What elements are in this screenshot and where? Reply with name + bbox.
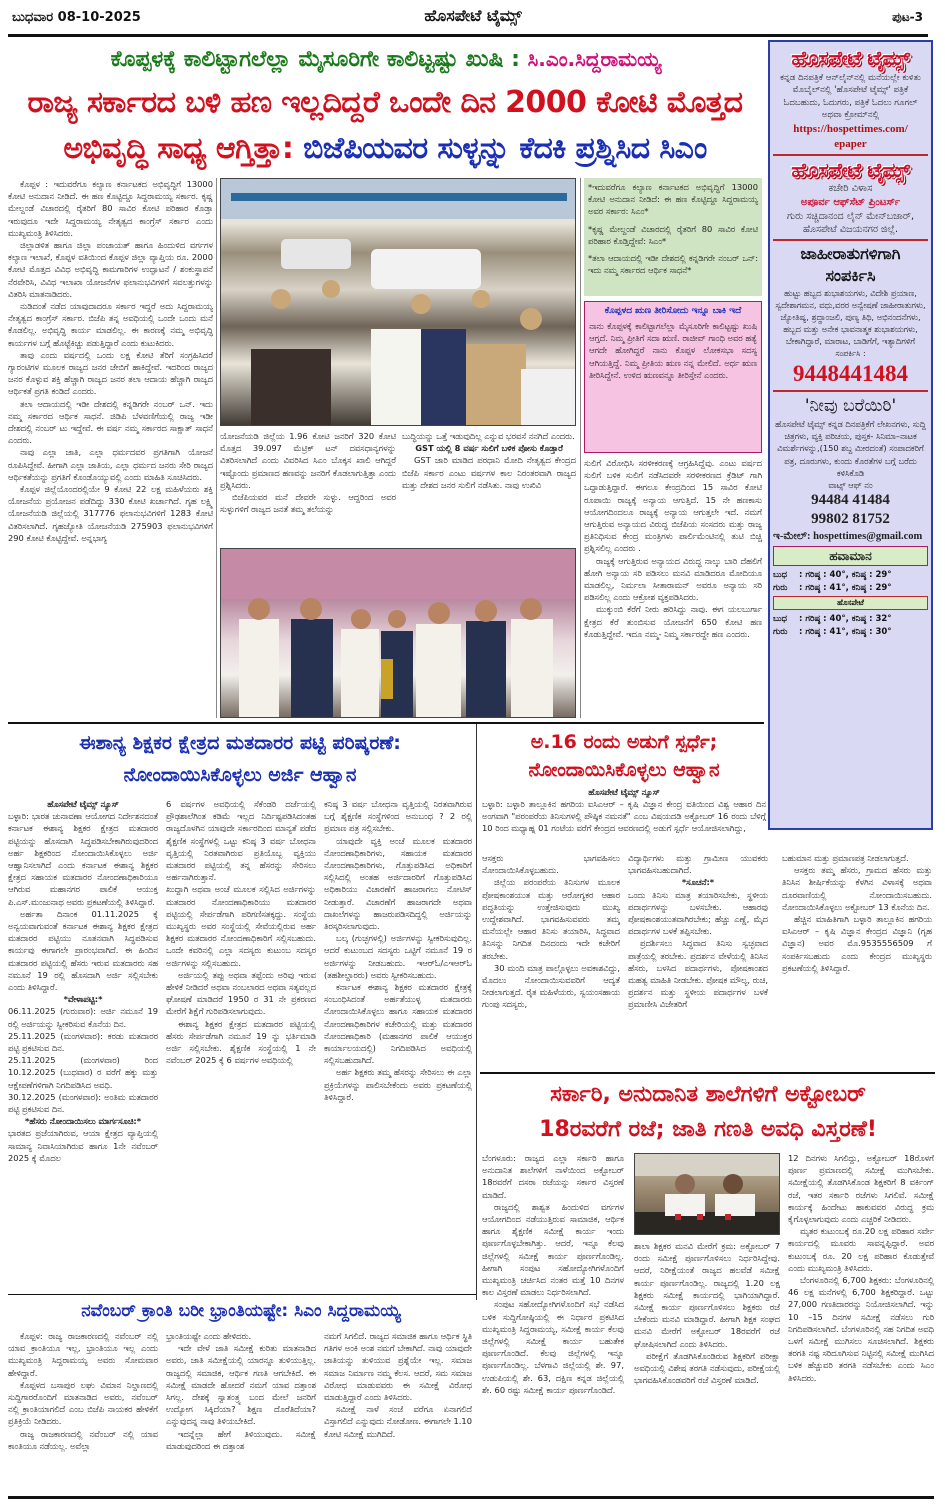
story3-col2 <box>628 852 768 1067</box>
lead-highlights-box <box>584 178 762 296</box>
schedule-item: 25.11.2025 (ಮಂಗಳವಾರ) ರಿಂದ 10.12.2025 (ಬುಧವಾರ) ರ ವರೆಗೆ ಹಕ್ಕು ಮತ್ತು ಆಕ್ಷೇಪಣೆಗಳಿಗಾಗಿ ನಿಗದಿಪಡಿಸಿದ ಅವಧಿ. <box>8 1055 158 1090</box>
stage-illustration <box>221 549 576 718</box>
lead-subhead: GST ಯಲ್ಲಿ 8 ವರ್ಷ ಸುಲಿಗೆ ಬಳಿಕ ಪೋಸು ಕೊಡ್ತಾರೆ <box>415 443 563 454</box>
weather-row <box>773 569 928 582</box>
masthead-rule <box>8 34 928 37</box>
lead-col1 <box>8 178 213 718</box>
sidebar-phone-2: 99802 81752 <box>811 511 890 528</box>
lead-col1-p6: ನಾವು ಎಲ್ಲಾ ಜಾತಿ, ಎಲ್ಲಾ ಧರ್ಮದವರ ಪ್ರಗತಿಗಾಗಿ ಯೋಜನೆ ರೂಪಿಸಿದ್ದೇವೆ. ಹೀಗಾಗಿ ಎಲ್ಲಾ ಜಾತಿಯ, ಎಲ್ಲಾ ಧರ್ಮದ ಜನರು ಸೇರಿ ರಾಜ್ಯದ ಆರ್ಥಿಕತೆಯನ್ನು ಪ್ರಗತಿಗೆ ಕೊಂಡೊಯ್ಯುವಲ್ಲಿ ಎಂದು ಮಾಹಿತಿ ಸೂಚಿಸಿದರು. <box>8 447 213 482</box>
lead-photo-stage <box>220 548 576 718</box>
weather-values: : ಗರಿಷ್ಠ : 40°, ಕನಿಷ್ಠ : 32° <box>799 614 892 625</box>
lead-col3-p2: GST ಜಾರಿ ಮಾಡಿದ ಪರಧಾನಿ ಮೋದಿ ನೇತೃತ್ವದ ಕೇಂದ್ರದ ಬಿಜೆಪಿ ಸರ್ಕಾರ ಎಂಟು ವರ್ಷಗಳ ಕಾಲ ನಿರಂತರವಾಗಿ ರಾಜ್ಯದ ಮತ್ತು ದೇಶದ ಜನರ ಸುಲಿಗೆ ನಡೆಸಿತು. ನಾವು ಉಖಿವಿ <box>402 455 576 490</box>
press-conference-illustration <box>635 1154 780 1235</box>
story3-byline: ಹೊಸಪೇಟೆ ಟೈಮ್ಸ್ ನ್ಯೂಸ್ <box>588 787 660 797</box>
lead-headline-2b: ಬಿಜೆಪಿಯವರ ಸುಳ್ಳನ್ನು ಕೆದಕಿ ಪ್ರಶ್ನಿಸಿದ ಸಿಎಂ <box>303 131 707 166</box>
story2-col3-p2: ಯಾವುದೇ ವ್ಯಕ್ತಿ ಅಂಚೆ ಮೂಲಕ ಮತದಾರರ ನೋಂದಣಾಧಿಕಾರಿಗಳು, ಸಹಾಯಕ ಮತದಾರರ ನೋಂದಣಾಧಿಕಾರಿಗಳು, ಗೊತ್ತುಪಡಿಸಿದ ಅಧಿಕಾರಿಗೆ ಸಲ್ಲಿಸಿದಲ್ಲಿ ಅಂತಹ ಅರ್ಜಿದಾರರಿಗೆ ಗೊತ್ತುಪಡಿಸಿದ ಅಧಿಕಾರಿಯು ವಿಚಾರಣೆಗೆ ಹಾಜರಾಗಲು ನೋಟಿಸ್ ನೀಡುತ್ತಾರೆ. ವಿಚಾರಣೆಗೆ ಹಾಜರಾಗದೇ ಅಥವಾ ದಾಖಲೆಗಳನ್ನು ಹಾಜರುಪಡಿಸದಿದ್ದಲ್ಲಿ ಅರ್ಜಿಯನ್ನು ತಿರಸ್ಕರಿಸಲಾಗುವುದು. <box>324 835 472 932</box>
sidebar-ads-contact: ಸಂಪರ್ಕಿಸಿ : <box>835 348 866 358</box>
masthead <box>8 0 937 38</box>
lead-kicker-text: ಕೊಪ್ಪಳಕ್ಕೆ ಕಾಲಿಟ್ಟಾಗಲೆಲ್ಲಾ ಮೈಸೂರಿಗೇ ಕಾಲಿಟ್ಟಷ್ಟು ಖುಷಿ : <box>110 47 520 72</box>
story4-col2-p1: ಶಾಲಾ ಶಿಕ್ಷಕರ ಮನವಿ ಮೇರೆಗೆ ಕ್ರಮ: ಅಕ್ಟೋಬರ್ 7 ರಂದು ಸಮೀಕ್ಷೆ ಪೂರ್ಣಗೊಳಿಸಲು ನಿರ್ಧರಿಸಿದ್ದೇವು. ಆದರೆ, ನಿರೀಕ್ಷೆಯಂತೆ ರಾಜ್ಯದ ಹಲವೆಡೆ ಸಮೀಕ್ಷೆ ಕಾರ್ಯ ಪೂರ್ಣಗೊಂಡಿಲ್ಲ. ರಾಜ್ಯದಲ್ಲಿ 1.20 ಲಕ್ಷ ಶಿಕ್ಷಕರು ಸಮೀಕ್ಷೆ ಕಾರ್ಯದಲ್ಲಿ ಭಾಗಿಯಾಗಿದ್ದಾರೆ. ಸಮೀಕ್ಷೆ ಕಾರ್ಯ ಪೂರ್ಣಗೊಳಿಸಲು ಶಿಕ್ಷಕರು ರಜೆ ಬೇಕೆಂದು ಮನವಿ ಮಾಡಿದ್ದಾರೆ. ಹೀಗಾಗಿ ಶಿಕ್ಷಕ ಸಂಘದ ಮನವಿ ಮೇರೆಗೆ ಅಕ್ಟೋಬರ್ 18ರವರೆಗೆ ರಜೆ ಘೋಷಿಸಲಾಗಿದೆ ಎಂದು ತಿಳಿಸಿದರು. <box>634 1241 780 1349</box>
section-rule-mid <box>8 722 764 724</box>
lead-kicker <box>10 42 762 77</box>
sidebar-promo: ಕನ್ನಡ ದಿನಪತ್ರಿಕೆ ಆನ್‌ಲೈನ್‌ನಲ್ಲಿ ಮನೆಯಲ್ಲೇ ಕುಳಿತು ಮೊಬೈಲ್‌ನಲ್ಲಿ 'ಹೊಸಪೇಟೆ ಟೈಮ್ಸ್' ಪತ್ರಿಕೆ ಓದಬಹುದು, ಓದುಗರು, ಪತ್ರಿಕೆ ಓದಲು ಗೂಗಲ್ ಅಥವಾ ಕ್ರೋಮ್‌ನಲ್ಲಿ <box>780 73 921 121</box>
lead-pinkbox <box>584 301 762 453</box>
lead-col2 <box>220 430 396 545</box>
story3-headline-1: ಅ.16 ರಂದು ಅಡುಗೆ ಸ್ಪರ್ಧೆ; <box>530 731 718 753</box>
page-bottom-rule <box>8 1496 934 1499</box>
pinkbox-title: ಕೊಪ್ಪಳದ ಋಣ ತೀರಿಸೋದು ಇನ್ನೂ ಬಾಕಿ ಇದೆ <box>604 306 742 316</box>
weather-row <box>773 626 928 639</box>
lead-col1-p3: ನುಡಿದಂತೆ ನಡೆದ ಯಾವುದಾದರೂ ಸರ್ಕಾರ ಇದ್ದರೆ ಅದು ಸಿದ್ದರಾಮಯ್ಯ ನೇತೃತ್ವದ ಕಾಂಗ್ರೆಸ್ ಸರ್ಕಾರ. ಬಿಜೆಪಿ ತನ್ನ ಅವಧಿಯಲ್ಲಿ ಒಂದೇ ಒಂದು ಮನೆ ಕೊಡಲಿಲ್ಲ. ಅಭಿವೃದ್ಧಿ ಕಾರ್ಯ ಮಾಡಲಿಲ್ಲ. ಈ ಕಾರಣಕ್ಕೆ ನಮ್ಮ ಅಭಿವೃದ್ಧಿ ಕಾರ್ಯಗಳ ಬಗ್ಗೆ ಹೊಟ್ಟೆಕಿಚ್ಚು ಪಡುತ್ತಿದ್ದಾರೆ ಎಂದು ಕುಟುಕಿದರು. <box>8 301 213 348</box>
story4-col2-p2: ಪರೀಕ್ಷೆಗೆ ತೊಡಗಿಸಿಕೊಂಡಿರುವ ಶಿಕ್ಷಕರಿಗೆ ಪರೀಕ್ಷಾ ಅವಧಿಯಲ್ಲಿ ವಿಶೇಷ ತರಗತಿ ನಡೆಸುವುದು, ಪರೀಕ್ಷೆಯಲ್ಲಿ ಭಾಗವಹಿಸಿಕೊಂಡವರಿಗೆ ರಜೆ ವಿಸ್ತರಣೆ ಮಾಡಿದೆ. <box>634 1350 780 1386</box>
story2-col2-p3: ಅರ್ಜಿಯಲ್ಲಿ ತಪ್ಪು ಅಥವಾ ತಪ್ಪೆಂದು ಅರಿವು ಇರುವ ಹೇಳಿಕೆ ನೀಡಿದರೆ ಅಥವಾ ನಂಬಲಾರದ ಅಥವಾ ಸತ್ಯವಲ್ಲದ ಘೋಷಣೆ ಮಾಡಿದರೆ 1950 ರ 31 ನೇ ಪ್ರಕರಣದ ಮೇರೆಗೆ ಶಿಕ್ಷೆಗೆ ಗುರಿಪಡಿಸಲಾಗುವುದು. <box>166 969 316 1017</box>
sidebar-office: ಕಚೇರಿ ವಿಳಾಸ <box>828 182 873 194</box>
story-divider-vertical <box>476 724 477 1300</box>
story2-schedule-title: *ವೇಳಾಪಟ್ಟಿ:* <box>63 994 103 1005</box>
story4-col1 <box>482 1152 624 1497</box>
story5-col3-p1: ನಮಗೆ ಸಿಗಲಿದೆ. ರಾಜ್ಯದ ಸಮಾಜಿಕ ಹಾಗೂ ಆರ್ಥಿಕ ಸ್ಥಿತಿ ಗತಿಗಳ ಅಂಕಿ ಅಂಶ ನಮಗೆ ಬೇಕಾಗಿದೆ. ನಾವು ಯಾವುದೇ ಜಾತಿಯನ್ನು ತುಳಿಯುವ ಪ್ರಶ್ನೆಯೇ ಇಲ್ಲ. ಸಮಾಜ ಸಮಾಜ ನಿರ್ಮಾಣ ನಮ್ಮ ಕೆಲಸ. ಆದರೆ, ಸಮ ಸಮಾಜ ವಿರೋಧ ಮಾಡುವವರು ಈ ಸಮೀಕ್ಷೆ ವಿರೋಧ ಮಾಡುತ್ತಿದ್ದಾರೆ ಎಂದು ತಿಳಿಸಿದರು. <box>324 1331 472 1403</box>
story4-col1-p3: ಸಂಪುಟ ಸಹೋದ್ಯೋಗಿಗಳೊಂದಿಗೆ ಸಭೆ ನಡೆಸಿದ ಬಳಿಕ ಸುದ್ದಿಗೋಷ್ಠಿಯಲ್ಲಿ ಈ ನಿರ್ಧಾರ ಪ್ರಕಟಿಸಿದ ಮುಖ್ಯಮಂತ್ರಿ ಸಿದ್ದರಾಮಯ್ಯ, ಸಮೀಕ್ಷೆ ಕಾರ್ಯ ಕೆಲವು ಜಿಲ್ಲೆಗಳಲ್ಲಿ ಸಮೀಕ್ಷೆ ಕಾರ್ಯ ಬಹುತೇಕ ಪೂರ್ಣಗೊಂಡಿದೆ. ಕೆಲವು ಜಿಲ್ಲೆಗಳಲ್ಲಿ ಇನ್ನೂ ಪೂರ್ಣಗೊಂಡಿಲ್ಲ. ಬೆಳಗಾವಿ ಜಿಲ್ಲೆಯಲ್ಲಿ ಶೇ. 97, ಉಡುಪಿಯಲ್ಲಿ ಶೇ. 63, ದಕ್ಷಿಣ ಕನ್ನಡ ಜಿಲ್ಲೆಯಲ್ಲಿ ಶೇ. 60 ರಷ್ಟು ಸಮೀಕ್ಷೆ ಕಾರ್ಯ ಪೂರ್ಣಗೊಂಡಿದೆ. <box>482 1299 624 1395</box>
story5-col3-p2: ಸಮೀಕ್ಷೆ ನಾಳೆ ಸಂಜೆ ವರೆಗೂ ಏನಾಗಲಿದೆ ವಿಸ್ತಾಗಲಿದೆ ಎನ್ನುವುದು ನೋಡೋಣ. ಈಗಾಗಲೇ 1.10 ಕೋಟಿ ಸಮೀಕ್ಷೆ ಮುಗಿದಿದೆ. <box>324 1404 472 1439</box>
story5-col2-p3: ಇದನ್ನೆಲ್ಲಾ ಹೇಗೆ ತಿಳಿಯುವುದು. ಸಮೀಕ್ಷೆ ಮಾಡುವುದರಿಂದ ಈ ದತ್ತಾಂಶ <box>166 1428 316 1451</box>
lead-col1-p1: ಕೊಪ್ಪಳ : ಇದುವರೆಗೂ ಕಲ್ಯಾಣ ಕರ್ನಾಟಕದ ಅಭಿವೃದ್ಧಿಗೆ 13000 ಕೋಟಿ ಅನುದಾನ ನೀಡಿದೆ. ಈ ಹಣ ಕೊಟ್ಟಿದ್ದೂ ಸಿದ್ದರಾಮಯ್ಯ ಸರ್ಕಾರ. ಕೃಷ್ಣ ಮೇಲ್ದಂಡೆ ವಿಚಾರದಲ್ಲಿ ರೈತರಿಗೆ 80 ಸಾವಿರ ಕೋಟಿ ಪರಿಹಾರ ಕೊಡ್ತಾ ಇರುವುದೂ ಇದೇ ಸಿದ್ದರಾಮಯ್ಯ ನೇತೃತ್ವದ ಕಾಂಗ್ರೆಸ್ ಸರ್ಕಾರ ಎಂದು ಮುಖ್ಯಮಂತ್ರಿ ತಿಳಿಸಿದರು. <box>8 179 213 238</box>
story5-col2-p1: ಭ್ರಾಂತಿಯಷ್ಟೇ ಎಂದು ಹೇಳಿದರು. <box>166 1331 252 1341</box>
story2-col1 <box>8 798 158 1290</box>
story2-col3-p4: ಕರ್ನಾಟಕ ಈಶಾನ್ಯ ಶಿಕ್ಷಕರ ಮತದಾರರ ಕ್ಷೇತ್ರಕ್ಕೆ ಸಂಬಂಧಿಸಿದಂತೆ ಅರ್ಹತೆಯುಳ್ಳ ಮತದಾರರು ನೋಂದಾಯಿಸಿಕೊಳ್ಳಲು ಹಾಗೂ ಸಹಾಯಕ ಮತದಾರರ ನೋಂದಣಾಧಿಕಾರಿಗಳ ಕಚೇರಿಯಲ್ಲಿ ಮತ್ತು ಮತದಾರರ ನೋಂದಣಾಧಿಕಾರಿ (ಮಹಾನಗರ ಪಾಲಿಕೆ ಆಯುಕ್ತರ ಕಾರ್ಯಾಲಯದಲ್ಲಿ) ನಿಗದಿಪಡಿಸಿದ ಅವಧಿಯಲ್ಲಿ ಸಲ್ಲಿಸಬಹುದಾಗಿದೆ. <box>324 982 472 1066</box>
lead-col3-p1: ಬುದ್ಧಿಯನ್ನು ಒತ್ತೆ ಇಡುವುದಿಲ್ಲ ಎನ್ನುವ ಭರವಸೆ ನನಗಿದೆ ಎಂದರು. <box>402 431 575 441</box>
lead-col1-p4: ತಾವು ಎಂದು ವರ್ಷದಲ್ಲಿ ಒಂದು ಲಕ್ಷ ಕೋಟಿ ತೆರಿಗೆ ಸಂಗ್ರಹಿಸಿದರೆ ಗ್ಯಾರಂಟಿಗಳ ಮೂಲಕ ರಾಜ್ಯದ ಜನರ ಜೇಬಿಗೆ ಹಾಕಿದ್ದೇವೆ. ಇದರಿಂದ ರಾಜ್ಯದ ಜನರ ಕೊಳ್ಳುವ ಶಕ್ತಿ ಹೆಚ್ಚಾಗಿ ರಾಜ್ಯದ ಜನರ ತಲಾ ಆದಾಯ ಹೆಚ್ಚಾಗಿ ರಾಜ್ಯದ ಆರ್ಥಿಕತೆ ಪ್ರಗತಿ ಕಂಡಿದೆ ಎಂದರು. <box>8 349 213 397</box>
story2-headline-1: ಈಶಾನ್ಯ ಶಿಕ್ಷಕರ ಕ್ಷೇತ್ರದ ಮತದಾರರ ಪಟ್ಟಿ ಪರಿಷ್ಕರಣೆ: <box>79 732 401 754</box>
story2-col2-p1: 6 ವರ್ಷಗಳ ಅವಧಿಯಲ್ಲಿ ಸೆಕೆಂಡರಿ ದರ್ಜೆಯಲ್ಲಿ ಪ್ರೌಢಶಾಲೆಗಿಂತ ಕಡಿಮೆ ಇಲ್ಲದ ನಿರ್ದಿಷ್ಟಪಡಿಸಿದಂತಹ ರಾಜ್ಯದೊಳಗಿನ ಯಾವುದೇ ಸರ್ಕಾರದಿಂದ ಮಾನ್ಯತೆ ಪಡೆದ ಶೈಕ್ಷಣಿಕ ಸಂಸ್ಥೆಗಳಲ್ಲಿ ಒಟ್ಟು ಕನಿಷ್ಠ 3 ವರ್ಷ ಬೋಧನಾ ವೃತ್ತಿಯಲ್ಲಿ ನಿರತವಾಗಿರುವ ಪ್ರತಿಯೊಬ್ಬ ವ್ಯಕ್ತಿಯು ಮತದಾರರ ಪಟ್ಟಿಯಲ್ಲಿ ತನ್ನ ಹೆಸರನ್ನು ಸೇರಿಸಲು ಅರ್ಹನಾಗಿರುತ್ತಾನೆ. <box>166 799 316 883</box>
sidebar-address: ಗುರು ಸಚ್ಚಿದಾನಂದ ಲೈನ್ ಮೇನ್‌ಬಜಾರ್, ಹೊಸಪೇಟೆ ವಿಜಯನಗರ ಜಿಲ್ಲೆ. <box>786 210 915 236</box>
highlight-3: *ತಲಾ ಆದಾಯದಲ್ಲಿ ಇಡೀ ದೇಶದಲ್ಲಿ ಕನ್ನಡಿಗರೇ ನಂಬರ್ ಒನ್: ಇದು ನಮ್ಮ ಸರ್ಕಾರದ ಆರ್ಥಿಕ ಸಾಧನೆ* <box>588 253 758 276</box>
weather-values: : ಗರಿಷ್ಠ : 41°, ಕನಿಷ್ಠ : 29° <box>799 582 892 593</box>
sidebar-brand-2: ಹೊಸಪೇಟೆ ಟೈಮ್ಸ್ <box>791 157 910 182</box>
story3-col1 <box>482 852 620 1067</box>
story5-col3 <box>324 1330 472 1494</box>
weather-day: ಬುಧ <box>773 614 787 625</box>
lead-col4-p2: ರಾಜ್ಯಕ್ಕೆ ಆಗುತ್ತಿರುವ ಅನ್ಯಾಯದ ವಿರುದ್ಧ ನಾಲ್ಕು ಬಾರಿ ದೆಹಲಿಗೆ ಹೋಗಿ ಅನ್ಯಾಯ ಸರಿ ಪಡಿಸಲು ಮನವಿ ಮಾಡಿದರೂ ಮೋದಿಯೂ ಮಾಡಲಿಲ್ಲ, ನಿರ್ಮಲಾ ಸೀತಾರಾಮನ್ ಅವರೂ ಅನ್ಯಾಯ ಸರಿ ಪಡಿಸಲಿಲ್ಲ ಎಂದು ಆಕ್ರೋಶ ವ್ಯಕ್ತಪಡಿಸಿದರು. <box>584 555 762 603</box>
weather-values: : ಗರಿಷ್ಠ : 40°, ಕನಿಷ್ಠ : 29° <box>799 570 892 581</box>
sidebar-rule-1 <box>773 154 928 156</box>
story3-rules-title: *ಸೂಚನೆ:* <box>681 877 715 888</box>
masthead-date: ಬುಧವಾರ 08-10-2025 <box>12 10 141 25</box>
story2-byline: ಹೊಸಪೇಟೆ ಟೈಮ್ಸ್ ನ್ಯೂಸ್ <box>47 799 119 809</box>
sidebar-phone-1: 94484 41484 <box>811 492 890 509</box>
sidebar-write-title: 'ನೀವು ಬರೆಯಿರಿ' <box>804 396 897 417</box>
sidebar-printer: ಅಪೂರ್ವ ಆಫ್‌ಸೆಟ್ ಪ್ರಿಂಟರ್ಸ್ <box>800 196 901 208</box>
story2-col1-p1: ಬಳ್ಳಾರಿ: ಭಾರತ ಚುನಾವಣಾ ಆಯೋಗದ ನಿರ್ದೇಶನದಂತೆ ಕರ್ನಾಟಕ ಈಶಾನ್ಯ ಶಿಕ್ಷಕರ ಕ್ಷೇತ್ರದ ಮತದಾರರ ಪಟ್ಟಿಯನ್ನು ಹೊಸದಾಗಿ ಸಿದ್ಧಪಡಿಸಬೇಕಾಗಿರುವುದರಿಂದ ಅರ್ಹ ಶಿಕ್ಷಕರಿಂದ ನೋಂದಾಯಿಸಿಕೊಳ್ಳಲು ಅರ್ಜಿ ಆಹ್ವಾನಿಸಲಾಗಿದೆ ಎಂದು ಕರ್ನಾಟಕ ಈಶಾನ್ಯ ಶಿಕ್ಷಕರ ಕ್ಷೇತ್ರದ ಸಹಾಯಕ ಮತದಾರರ ನೋಂದಣಾಧಿಕಾರಿಯೂ ಆಗಿರುವ ಮಹಾನಗರ ಪಾಲಿಕೆ ಆಯುಕ್ತ ಪಿ.ಎಸ್.ಮಂಜುನಾಥ ಅವರು ಪ್ರಕಟಣೆಯಲ್ಲಿ ತಿಳಿಸಿದ್ದಾರೆ. <box>8 811 158 907</box>
story4-col3-p1: 12 ದಿನಗಳು ಸಿಗಲಿದ್ದು, ಅಕ್ಟೋಬರ್ 18ರೊಳಗೆ ಪೂರ್ಣ ಪ್ರಮಾಣದಲ್ಲಿ ಸಮೀಕ್ಷೆ ಮುಗಿಸಬೇಕು. ಸಮೀಕ್ಷೆಯಲ್ಲಿ ತೊಡಗಿಸಿಕೊಂಡ ಶಿಕ್ಷಕರಿಗೆ 8 ವರ್ಕಿಂಗ್ ರಜೆ, ಇತರ ಸರ್ಕಾರಿ ರಜೆಗಳು ಸಿಗಲಿವೆ. ಸಮೀಕ್ಷೆ ಕಾರ್ಯಕ್ಕೆ ಹಿಂದೇಟು ಹಾಕುವವರ ವಿರುದ್ಧ ಕ್ರಮ ಕೈಗೊಳ್ಳಲಾಗುವುದು ಎಂದು ಎಚ್ಚರಿಕೆ ನೀಡಿದರು. <box>788 1153 934 1225</box>
sidebar-ads-title-2: ಸಂಪರ್ಕಿಸಿ <box>825 265 876 285</box>
story3-intro: ಬಳ್ಳಾರಿ: ಬಳ್ಳಾರಿ ತಾಲ್ಲೂಕಿನ ಹಗರಿಯ ಐಸಿಎಆರ್ – ಕೃಷಿ ವಿಜ್ಞಾನ ಕೇಂದ್ರ ವತಿಯಿಂದ ವಿಶ್ವ ಆಹಾರ ದಿನ ಅಂಗವಾಗಿ "ಪರಂಪರೆಯ ತಿನಿಸುಗಳಲ್ಲಿ ಪೌಷ್ಠಿಕ ನಮನತೆ" ಎಂಬ ವಿಷಯದಡಿ ಅಕ್ಟೋಬರ್ 16 ರಂದು ಬೆಳಿಗ್ಗೆ 10 ರಿಂದ ಮಧ್ಯಾಹ್ನ 01 ಗಂಟೆಯ ವರೆಗೆ ಕೇಂದ್ರದ ಆವರಣದಲ್ಲಿ ಅಡುಗೆ ಸ್ಪರ್ಧೆ ಆಯೋಜಿಸಲಾಗಿದ್ದು, <box>482 799 766 834</box>
story2-col3 <box>324 798 472 1290</box>
story4-photo <box>634 1153 780 1235</box>
story2-col3-p3: ಬಲ್ಕ (ಗುಚ್ಛಗಳಲ್ಲಿ) ಅರ್ಜಿಗಳನ್ನು ಸ್ವೀಕರಿಸುವುದಿಲ್ಲ. ಆದರೆ ಕುಟುಂಬದ ಸದಸ್ಯರು ಒಟ್ಟಿಗೆ ನಮೂನೆ 19 ರ ಅರ್ಜಿಗಳನ್ನು ನೀಡಬಹುದು. ಇಆರ್‌ಓ/ಎಇಆರ್‌ಓ (ತಹಶೀಲ್ದಾರರು) ಅವರು ಸ್ವೀಕರಿಸಬಹುದು. <box>324 933 472 980</box>
lead-col1-p7: ಕೊಪ್ಪಳ ಜಿಲ್ಲೆಯೊಂದರಲ್ಲಿಯೇ 9 ಕೋಟಿ 22 ಲಕ್ಷ ಮಹಿಳೆಯರು ಶಕ್ತಿ ಯೋಜನೆಯ ಪ್ರಯೋಜನ ಪಡೆದಿದ್ದು 330 ಕೋಟಿ ಖರ್ಚಾಗಿದೆ. ಗೃಹ ಲಕ್ಷ್ಮಿ ಯೋಜನೆಯಡಿ ಜಿಲ್ಲೆಯಲ್ಲಿ 317776 ಫಲಾನುಭವಿಗಳಿಗೆ 1283 ಕೋಟಿ ವಿತರಿಸಲಾಗಿದೆ. ಗೃಹಜ್ಯೋತಿ ಯೋಜನೆಯಡಿ 275903 ಫಲಾನುಭವಿಗಳಿಗೆ 290 ಕೋಟಿ ಕೊಟ್ಟಿದ್ದೇವೆ. ಅನ್ನಭಾಗ್ಯ <box>8 484 213 543</box>
story3-col3 <box>782 852 932 1067</box>
lead-kicker-name: ಸಿ.ಎಂ.ಸಿದ್ದರಾಮಯ್ಯ <box>527 47 662 71</box>
sidebar <box>768 40 933 830</box>
weather-table-2 <box>773 613 928 638</box>
sidebar-url-line1[interactable]: https://hospettimes.com/ <box>793 122 908 135</box>
sidebar-email[interactable]: ಇ-ಮೇಲ್: hospettimes@gmail.com <box>773 531 923 543</box>
sidebar-brand-1: ಹೊಸಪೇಟೆ ಟೈಮ್ಸ್ <box>791 46 910 70</box>
story2-guide: ಭಾರತದ ಪ್ರಜೆಯಾಗಿರುವ, ಆಯಾ ಕ್ಷೇತ್ರದ ವ್ಯಾಪ್ತಿಯಲ್ಲಿ ಸಾಮಾನ್ಯ ನಿವಾಸಿಯಾಗಿರುವ ಹಾಗೂ 1ನೇ ನವೆಂಬರ್ 2025 ಕ್ಕೆ ಮೊದಲ <box>8 1128 158 1163</box>
story3-col2-p2: ಒಂದು ತಿನಿಸು ಮಾತ್ರ ತಯಾರಿಸಬೇಕು, ಸ್ಥಳೀಯ ಪದಾರ್ಥಗಳನ್ನು ಬಳಸಬೇಕು. ಆಹಾರವು ಪೋಷಕಾಂಶಯುತವಾಗಿರಬೇಕು; ಹೆಚ್ಚು ಎಣ್ಣೆ, ಮೈದ ಪದಾರ್ಥಗಳ ಬಳಕೆ ತಪ್ಪಿಸಬೇಕು. <box>628 889 768 937</box>
story2-col3-p1: ಕನಿಷ್ಠ 3 ವರ್ಷ ಬೋಧನಾ ವೃತ್ತಿಯಲ್ಲಿ ನಿರತವಾಗಿರುವ ಬಗ್ಗೆ ಶೈಕ್ಷಣಿಕ ಸಂಸ್ಥೆಗಳಿಂದ ಅನುಬಂಧ ? 2 ರಲ್ಲಿ ಪ್ರಮಾಣ ಪತ್ರ ಸಲ್ಲಿಸಬೇಕು. <box>324 799 472 834</box>
weather-title: ಹವಾಮಾನ <box>773 546 928 566</box>
weather-day: ಗುರು <box>773 626 788 637</box>
lead-col2-p1: ಯೋಜನೆಯಡಿ ಜಿಲ್ಲೆಯ 1.96 ಕೋಟಿ ಜನರಿಗೆ 320 ಕೋಟಿ ಮೊತ್ತದ 39.097 ಮೆಟ್ರಿಕ್ ಟನ್ ದವಸಧಾನ್ಯಗಳನ್ನು ವಿತರಿಸಲಾಗಿದೆ ಎಂದು ವಿವರಿಸಿದ ಸಿಎಂ ಬೊಕ್ಕಸ ಖಾಲಿ ಆಗಿದ್ದರೆ ಇಷ್ಟೊಂದು ಪ್ರಮಾಣದ ಹಣವನ್ನು ಜನರಿಗೆ ಕೊಡಲಾಗುತ್ತಿತ್ತಾ ಎಂದು ಪ್ರಶ್ನಿಸಿದರು. <box>220 431 396 490</box>
story5-col2-p2: ಇದೇ ವೇಳೆ ಜಾತಿ ಸಮೀಕ್ಷೆ ಕುರಿತು ಮಾತನಾಡಿದ ಅವರು, ಜಾತಿ ಸಮೀಕ್ಷೆಯಲ್ಲಿ ಯಾರನ್ನೂ ತುಳಿಯುತ್ತಿಲ್ಲ. ರಾಜ್ಯದಲ್ಲಿ ಸಮಾಜಿಕ, ಆರ್ಥಿಕ ಗಣತಿ ಆಗಬೇಕಿದೆ. ಈ ಸಮೀಕ್ಷೆ ಮಾಡದೇ ಹೋದರೆ ನಮಗೆ ಯಾವ ದತ್ತಾಂಶ ಸಿಗಲ್ಲ. ದೇಶಕ್ಕೆ ಸ್ವಾತಂತ್ರ್ಯ ಬಂದ ಮೇಲೆ ಜನರಿಗೆ ಉದ್ಯೋಗ ಸಿಕ್ಕಿದೆಯಾ? ಶಿಕ್ಷಣ ದೊರೆತಿದೆಯಾ? ಎನ್ನುವುದನ್ನ ನಾವು ತಿಳಿಯಬೇಕಿದೆ. <box>166 1343 316 1427</box>
sidebar-url[interactable] <box>773 122 928 152</box>
lead-headline-1: ರಾಜ್ಯ ಸರ್ಕಾರದ ಬಳಿ ಹಣ ಇಲ್ಲದಿದ್ದರೆ ಒಂದೇ ದಿನ 2000 ಕೋಟಿ ಮೊತ್ತದ <box>27 85 743 120</box>
story3-col2-p3: ಪ್ರದರ್ಶಿಸಲು ಸಿದ್ಧವಾದ ತಿನಿಸು ಸ್ವಚ್ಛವಾದ ಪಾತ್ರೆಯಲ್ಲಿ ತರಬೇಕು. ಪ್ರದರ್ಶನ ವೇಳೆಯಲ್ಲಿ ತಿನಿಸಿನ ಹೆಸರು, ಬಳಸಿದ ಪದಾರ್ಥಗಳು, ಪೋಷಕಾಂಶದ ಮಹತ್ವ ಮಾಹಿತಿ ನೀಡಬೇಕು. ಪೋಷಕ ಮೌಲ್ಯ, ರುಚಿ, ಪ್ರದರ್ಶನ ಮತ್ತು ಸ್ಥಳೀಯ ಪದಾರ್ಥಗಳ ಬಳಕೆ ಪ್ರಮಾಣೀಸಿ ವಿಜೇತರಿಗೆ <box>628 938 768 1010</box>
story5-col1-p2: ಕೊಪ್ಪಳದ ಬಸಾಪುರ ಲಘು ವಿಮಾನ ನಿಲ್ದಾಣದಲ್ಲಿ ಸುದ್ದಿಗಾರರೊಂದಿಗೆ ಮಾತನಾಡಿದ ಅವರು, ನವೆಂಬರ್ ನಲ್ಲಿ ಕ್ರಾಂತಿಯಾಗಲಿದೆ ಎಂಬ ಬಿಜೆಪಿ ನಾಯಕರ ಹೇಳಿಕೆಗೆ ಪ್ರತಿಕ್ರಿಯೆ ನೀಡಿದರು. <box>8 1379 158 1427</box>
story4-col3 <box>788 1152 934 1497</box>
schedule-item: 06.11.2025 (ಗುರುವಾರ): ಅರ್ಜಿ ನಮೂನೆ 19 ರಲ್ಲಿ ಅರ್ಜಿಯನ್ನು ಸ್ವೀಕರಿಸುವ ಕೊನೆಯ ದಿನ. <box>8 1006 158 1029</box>
story4-headline-2: 18ರವರೆಗೆ ರಜೆ; ಜಾತಿ ಗಣತಿ ಅವಧಿ ವಿಸ್ತರಣೆ! <box>539 1117 877 1142</box>
lead-col2-p2: ಬಿಜೆಪಿಯವರ ಮನೆ ದೇವರೇ ಸುಳ್ಳು. ಆದ್ದರಿಂದ ಅವರ ಸುಳ್ಳುಗಳಿಗೆ ರಾಜ್ಯದ ಜನತೆ ತಮ್ಮ ತಲೆಯನ್ನು <box>220 492 396 515</box>
lead-headline-2 <box>6 128 764 170</box>
story3-col2-p1: ವಿದ್ಯಾರ್ಥಿಗಳು ಮತ್ತು ಗ್ರಾಮೀಣ ಯುವಕರು ಭಾಗವಹಿಸಬಹುದಾಗಿದೆ. <box>628 853 768 876</box>
sidebar-rule-3 <box>773 390 928 392</box>
sidebar-whatsapp: ವಾಟ್ಸ್ ಆಫ್ ನಂ <box>828 480 873 491</box>
story2-col3-p5: ಅರ್ಹ ಶಿಕ್ಷಕರು ತಮ್ಮ ಹೆಸರನ್ನು ಸೇರಿಸಲು ಈ ಎಲ್ಲಾ ಪ್ರಕ್ರಿಯೆಗಳನ್ನು ಪಾಲಿಸಬೇಕೆಂದು ಅವರು ಪ್ರಕಟಣೆಯಲ್ಲಿ ತಿಳಿಸಿದ್ದಾರೆ. <box>324 1067 472 1102</box>
story3-headline-2: ನೋಂದಾಯಿಸಿಕೊಳ್ಳಲು ಆಹ್ವಾನ <box>528 759 720 781</box>
story4-col3-p3: ಬೆಂಗಳೂರಿನಲ್ಲಿ 6,700 ಶಿಕ್ಷಕರು: ಬೆಂಗಳೂರಿನಲ್ಲಿ 46 ಲಕ್ಷ ಮನೆಗಳಲ್ಲಿ 6,700 ಶಿಕ್ಷಕರಿದ್ದಾರೆ. ಒಟ್ಟು 27,000 ಗಣತಿದಾರರನ್ನು ನಿಯೋಜಿಸಲಾಗಿದೆ. ಇನ್ನು 10 –15 ದಿನಗಳ ಸಮೀಕ್ಷೆ ನಡೆಸಲು ಗುರಿ ನಿಗದಿಪಡಿಸಲಾಗಿದೆ. ಬೆಂಗಳೂರಿನಲ್ಲಿ ಸಹ ನಿಗದಿತ ಅವಧಿ ಒಳಗೆ ಸಮೀಕ್ಷೆ ಮುಗಿಸಲು ಸೂಚಿಸಲಾಗಿದೆ. ಶಿಕ್ಷಕರು ತರಗತಿ ನಷ್ಟ ಸರಿದೂಗಿಸುವ ನಿಟ್ಟಿನಲ್ಲಿ ಸಮೀಕ್ಷೆ ಮುಗಿಸಿದ ಬಳಿಕ ಹೆಚ್ಚುವರಿ ತರಗತಿ ನಡೆಸಬೇಕು ಎಂದು ಸಿಎಂ ತಿಳಿಸಿದರು. <box>788 1275 934 1383</box>
story5-col1-p1: ಕೊಪ್ಪಳ: ರಾಜ್ಯ ರಾಜಕಾರಣದಲ್ಲಿ ನವೆಂಬರ್ ನಲ್ಲಿ ಯಾವ ಕ್ರಾಂತಿಯೂ ಇಲ್ಲ, ಭ್ರಾಂತಿಯೂ ಇಲ್ಲ ಎಂದು ಮುಖ್ಯಮಂತ್ರಿ ಸಿದ್ದರಾಮಯ್ಯ ಅವರು ಸೋಮವಾರ ಹೇಳಿದ್ದಾರೆ. <box>8 1331 158 1378</box>
masthead-title: ಹೊಸಪೇಟೆ ಟೈಮ್ಸ್ <box>424 6 522 25</box>
weather-table-1 <box>773 569 928 594</box>
lead-col4 <box>584 457 762 719</box>
weather-day: ಗುರು <box>773 582 788 593</box>
story5-col1-p3: ರಾಜ್ಯ ರಾಜಕಾರಣದಲ್ಲಿ ನವೆಂಬರ್ ನಲ್ಲಿ ಯಾವ ಕಾಂತಿಯೂ ನಡೆಯಲ್ಲ. ಅವೆಲ್ಲಾ <box>8 1428 158 1451</box>
weather-city: ಹೊಸಪೇಟೆ <box>773 596 928 610</box>
sidebar-ads-title-1: ಜಾಹೀರಾತುಗಳಿಗಾಗಿ <box>800 243 901 263</box>
sidebar-ads-body: ಹುಟ್ಟು ಹಬ್ಬದ ಶುಭಾಶಯಗಳು, ವಿದೇಶಿ ಪ್ರಯಾಣ, ಸ್ವದೇಶಾಗಮನ, ವಧು,ವರರ ಅನ್ವೇಷಣೆ ಜಾಹೀರಾತುಗಳು, ಜ್ಯೋತಿಷ್ಯ, ಶ್ರದ್ಧಾಂಜಲಿ, ಪುಣ್ಯ ತಿಥಿ, ಅಭಿನಂದನೆಗಳು, ಹಬ್ಬದ ಮತ್ತು ಅನೇಕ ಭಾವನಾತ್ಮಕ ಶುಭಾಶಯಗಳು, ಬೇಕಾಗಿದ್ದಾರೆ, ಮಾರಾಟ, ಬಾಡಿಗೆಗೆ, ಇತ್ಯಾದಿಗಳಿಗೆ <box>775 287 926 347</box>
lead-col4-p1: ಸುಲಿಗೆ ವಿರೋಧಿಸಿ ಸರಳೀಕರಣಕ್ಕೆ ಆಗ್ರಹಿಸಿದ್ದೆವು. ಎಂಟು ವರ್ಷದ ಸುಲಿಗೆ ಬಳಿಕ ಸುಲಿಗೆ ನಡೆಸಿದವರೇ ಸರಳೀಕರಣದ ಕ್ರೆಡಿಟ್ ಗಾಗಿ ಒದ್ದಾಡುತ್ತಿದ್ದಾರೆ. ಈಗಲೂ ಕೇಂದ್ರದಿಂದ 15 ಸಾವಿರ ಕೋಟಿ ರೂಪಾಯಿ ರಾಜ್ಯಕ್ಕೆ ಅನ್ಯಾಯ ಆಗುತ್ತಿದೆ. 15 ನೇ ಹಣಕಾಸು ಆಯೋಗದಿಂದಲೂ ರಾಜ್ಯಕ್ಕೆ ಅನ್ಯಾಯ ಆಗುತ್ತಲೇ ಇದೆ. ನಮಗೆ ಆಗುತ್ತಿರುವ ಅನ್ಯಾಯದ ವಿರುದ್ಧ ಬಿಜೆಪಿಯ ಸಂಸದರು ಮತ್ತು ರಾಜ್ಯ ಪ್ರತಿನಿಧಿಸುವ ಕೇಂದ್ರ ಮಂತ್ರಿಗಳು ಪಾರ್ಲಿಮೆಂಟಿನಲ್ಲಿ ತುಟಿ ಬಿಚ್ಚಿ ಪ್ರಶ್ನಿಸಲಿಲ್ಲ ಎಂದರು . <box>584 458 762 554</box>
story3-col3-p3: ಹೆಚ್ಚಿನ ಮಾಹಿತಿಗಾಗಿ ಬಳ್ಳಾರಿ ತಾಲ್ಲೂಕಿನ ಹಗರಿಯ ಐಸಿಎಆರ್ – ಕೃಷಿ ವಿಜ್ಞಾನ ಕೇಂದ್ರದ ವಿಜ್ಞಾನಿ (ಗೃಹ ವಿಜ್ಞಾನ) ಅವರ ಮೊ.9535556509 ಗೆ ಸಂಪರ್ಕಿಸಬಹುದು ಎಂದು ಕೇಂದ್ರದ ಮುಖ್ಯಸ್ಥರು ಪ್ರಕಟಣೆಯಲ್ಲಿ ತಿಳಿಸಿದ್ದಾರೆ. <box>782 914 932 973</box>
story2-headline-2: ನೋಂದಾಯಿಸಿಕೊಳ್ಳಲು ಅರ್ಜಿ ಆಹ್ವಾನ <box>123 764 357 786</box>
weather-day: ಬುಧ <box>773 570 787 581</box>
story3-col1-p2: ಜಿಲ್ಲೆಯ ಪರಂಪರೆಯ ತಿನಿಸುಗಳ ಮೂಲಕ ಪೋಷಕಾಂಶಯುತ ಮತ್ತು ಆರೋಗ್ಯಕರ ಆಹಾರ ಪದ್ಧತಿಯನ್ನು ಉತ್ತೇಜಿಸುವುದು ಮುಖ್ಯ ಉದ್ದೇಶವಾಗಿದೆ. ಭಾಗವಹಿಸುವವರು ತಮ್ಮ ಮನೆಯಲ್ಲೇ ಆಹಾರ ತಿನಿಸು ತಯಾರಿಸಿ, ಸಿದ್ಧವಾದ ತಿನಿಸನ್ನು ನಿಗದಿತ ದಿನದಂದು ಇದೇ ಕಚೇರಿಗೆ ತರಬೇಕು. <box>482 877 620 961</box>
story2-col2 <box>166 798 316 1290</box>
sidebar-phone-big: 9448441484 <box>793 361 908 387</box>
weather-row <box>773 613 928 626</box>
schedule-item: 25.11.2025 (ಮಂಗಳವಾರ): ಕರಡು ಮತದಾರರ ಪಟ್ಟಿ ಪ್ರಕಟಿಸುವ ದಿನ. <box>8 1030 158 1054</box>
story3-col3-p1: ಬಹುಮಾನ ಮತ್ತು ಪ್ರಮಾಣಪತ್ರ ನೀಡಲಾಗುತ್ತದೆ. <box>782 853 909 863</box>
sidebar-url-line2[interactable]: epaper <box>834 137 867 150</box>
story3-col1-p1: ಆಸಕ್ತರು ಭಾಗವಹಿಸಲು ನೋಂದಾಯಿಸಿಕೊಳ್ಳಬಹುದು. <box>482 853 620 876</box>
story5-headline: ನವೆಂಬರ್ ಕ್ರಾಂತಿ ಬರೀ ಭ್ರಾಂತಿಯಷ್ಟೇ: ಸಿಎಂ ಸಿದ್ದರಾಮಯ್ಯ <box>81 1301 401 1321</box>
weather-values: : ಗರಿಷ್ಠ : 41°, ಕನಿಷ್ಠ : 30° <box>799 626 892 637</box>
story4-headline-1: ಸರ್ಕಾರಿ, ಅನುದಾನಿತ ಶಾಲೆಗಳಿಗೆ ಅಕ್ಟೋಬರ್ <box>550 1082 866 1107</box>
lead-divider-2 <box>580 178 581 718</box>
lead-divider-1 <box>216 178 217 718</box>
sidebar-write-body: ಹೊಸಪೇಟೆ ಟೈಮ್ಸ್ ಕನ್ನಡ ದಿನಪತ್ರಿಕೆಗೆ ಲೇಖನಗಳು, ಸುದ್ದಿ ಚಿತ್ರಗಳು, ವ್ಯಕ್ತಿ ಪರಿಚಯ, ಪುಸ್ತಕ- ಸಿನಿಮಾ–ನಾಟಕ ವಿಮರ್ಶೆಗಳನ್ನು,(150 ಶಬ್ದ ಮೀರದಂತೆ) ಸಂಪಾದಕರಿಗೆ ಪತ್ರ, ದೂರುಗಳು, ಕುಂದು ಕೊರತೆಗಳ ಬಗ್ಗೆ ಬರೆದು ಕಳಿಸಿಕೊಡಿ <box>775 419 926 478</box>
story4-col1-p1: ಬೆಂಗಳೂರು: ರಾಜ್ಯದ ಎಲ್ಲಾ ಸರ್ಕಾರಿ ಹಾಗೂ ಅನುದಾನಿತ ಶಾಲೆಗಳಿಗೆ ನಾಳೆಯಿಂದ ಅಕ್ಟೋಬರ್ 18ರವರೆಗೆ ದಸರಾ ರಜೆಯನ್ನು ಸರ್ಕಾರ ವಿಸ್ತರಣೆ ಮಾಡಿದೆ. <box>482 1153 624 1200</box>
lead-col1-p2: ಜಿಲ್ಲಾಡಳಿತ ಹಾಗೂ ಜಿಲ್ಲಾ ಪಂಚಾಯತ್ ಹಾಗೂ ಹಿಂದುಳಿದ ವರ್ಗಗಳ ಕಲ್ಯಾಣ ಇಲಾಖೆ, ಕೊಪ್ಪಳ ವತಿಯಿಂದ ಕೊಪ್ಪಳ ಜಿಲ್ಲಾ ವ್ಯಾಪ್ತಿಯ ರೂ. 2000 ಕೋಟಿ ಮೊತ್ತದ ವಿವಿಧ ಅಭಿವೃದ್ಧಿ ಕಾಮಗಾರಿಗಳ ಉದ್ಘಾಟನೆ / ಶಂಕುಸ್ಥಾಪನೆ ನೆರವೇರಿಸಿ, ವಿವಿಧ ಇಲಾಖಾ ಯೋಜನೆಗಳ ಫಲಾನುಭವಿಗಳಿಗೆ ಸವಲತ್ತುಗಳನ್ನು ವಿತರಿಸಿ ಮಾತನಾಡಿದರು. <box>8 240 213 299</box>
story2-col2-p4: ಈಶಾನ್ಯ ಶಿಕ್ಷಕರ ಕ್ಷೇತ್ರದ ಮತದಾರರ ಪಟ್ಟಿಯಲ್ಲಿ ಹೆಸರು ಸೇರ್ಪಡೆಗಾಗಿ ನಮೂನೆ 19 ನ್ನು ಭರ್ತಿಮಾಡಿ ಅರ್ಜಿ ಸಲ್ಲಿಸಬೇಕು. ಶೈಕ್ಷಣಿಕ ಸಂಸ್ಥೆಯಲ್ಲಿ 1 ನೇ ನವೆಂಬರ್ 2025 ಕ್ಕೆ 6 ವರ್ಷಗಳ ಅವಧಿಯಲ್ಲಿ <box>166 1018 316 1066</box>
lead-photo-rally <box>220 178 576 426</box>
story4-col3-p2: ಮೃತರ ಕುಟುಂಬಕ್ಕೆ ರೂ.20 ಲಕ್ಷ ಪರಿಹಾರ ಸರ್ವೇ ಕಾರ್ಯದಲ್ಲಿ ಮೂವರು ಸಾವನ್ನಪ್ಪಿದ್ದಾರೆ. ಅವರ ಕುಟುಂಬಕ್ಕೆ ರೂ. 20 ಲಕ್ಷ ಪರಿಹಾರ ಕೊಡುತ್ತೇವೆ ಎಂದು ಮುಖ್ಯಮಂತ್ರಿ ತಿಳಿಸಿದರು. <box>788 1226 934 1273</box>
pinkbox-body: ನಾನು ಕೊಪ್ಪಳಕ್ಕೆ ಕಾಲಿಟ್ಟಾಗಲೆಲ್ಲಾ ಮೈಸೂರಿಗೇ ಕಾಲಿಟ್ಟಷ್ಟು ಖುಷಿ ಆಗ್ತದೆ. ನಿಮ್ಮ ಪ್ರೀತಿಗೆ ಸದಾ ಋಣಿ. ರಾಜೀವ್ ಗಾಂಧಿ ಅವರ ಹತ್ಯೆ ಆಗದೇ ಹೋಗಿದ್ದರೆ ನಾನು ಕೊಪ್ಪಳ ಲೋಕಸಭಾ ಸದಸ್ಯ ಆಗಿಯತ್ತಿದ್ದೆ. ನಿಮ್ಮ ಪ್ರೀತಿಯ ಋಣ ನನ್ನ ಮೇಲಿದೆ. ಅರ್ಧ ಋಣ ತೀರಿಸಿದ್ದೇನೆ. ಉಳಿದ ಋಣವನ್ನೂ ತೀರಿಸ್ತೇನೆ ಎಂದರು. <box>589 321 757 380</box>
story2-bottom-rule <box>8 1294 476 1295</box>
story2-col2-p2: ಖುದ್ದಾಗಿ ಅಥವಾ ಅಂಚೆ ಮೂಲಕ ಸಲ್ಲಿಸಿದ ಅರ್ಜಿಗಳನ್ನು ಮತದಾರರ ನೋಂದಣಾಧಿಕಾರಿಯು ಮತದಾರರ ಪಟ್ಟಿಯಲ್ಲಿ ಸೇರ್ಪಡೆಗಾಗಿ ಪರಿಗಣಿಸತಕ್ಕದ್ದು. ಸಂಸ್ಥೆಯ ಮುಖ್ಯಸ್ಥರು ಅವರ ಸಂಸ್ಥೆಯಲ್ಲಿ ಸೇವೆಯಲ್ಲಿರುವ ಅರ್ಹ ಶಿಕ್ಷಕರ ಮತದಾರರ ನೋಂದಣಾಧಿಕಾರಿಗೆ ಸಲ್ಲಿಸಬಹುದು. ಒಂದೇ ಕವರಿನಲ್ಲಿ ಎಲ್ಲಾ ಸದಸ್ಯರು ಕುಟುಂಬ ಸದಸ್ಯರ ಅರ್ಜಿಗಳನ್ನು ಸಲ್ಲಿಸಬಹುದು. <box>166 884 316 968</box>
story2-guide-title: *ಹೆಸರು ನೋಂದಾಯಿಸಲು ಮಾರ್ಗಸೂಚಿ:* <box>24 1116 142 1127</box>
highlight-2: *ಕೃಷ್ಣ ಮೇಲ್ದಂಡೆ ವಿಚಾರದಲ್ಲಿ ರೈತರಿಗೆ 80 ಸಾವಿರ ಕೋಟಿ ಪರಿಹಾರ ಕೊಡ್ತಿದ್ದೇವೆ: ಸಿಎಂ* <box>588 223 758 246</box>
story4-col2 <box>634 1240 780 1497</box>
rally-illustration <box>221 179 576 426</box>
schedule-item: 30.12.2025 (ಮಂಗಳವಾರ): ಅಂತಿಮ ಮತದಾರರ ಪಟ್ಟಿ ಪ್ರಕಟಿಸುವ ದಿನ. <box>8 1091 158 1115</box>
weather-row <box>773 582 928 595</box>
lead-col4-p3: ಮುಕ್ಕುಂಬಿ ಕೆರೆಗೆ ನೀರು ಹರಿಸಿದ್ದು ನಾವು. ಈಗ ಯಲಬುರ್ಗಾ ಕ್ಷೇತ್ರದ ಕೆರೆ ತುಂಬಿಸುವ ಯೋಜನೆಗೆ 650 ಕೋಟಿ ಹಣ ಕೊಡುತ್ತಿದ್ದೇವೆ. ಇದೂ ನಮ್ಮ- ನಿಮ್ಮ ಸರ್ಕಾರದ್ದೇ ಹಣ ಎಂದರು. <box>584 604 762 639</box>
lead-headline-2a: ಅಭಿವೃದ್ಧಿ ಸಾಧ್ಯ ಆಗ್ತಿತ್ತಾ: <box>63 131 294 166</box>
story2-col1-p2: ಅರ್ಹತಾ ದಿನಾಂಕ 01.11.2025 ಕ್ಕೆ ಅನ್ವಯವಾಗುವಂತೆ ಕರ್ನಾಟಕ ಈಶಾನ್ಯ ಶಿಕ್ಷಕರ ಕ್ಷೇತ್ರದ ಮತದಾರರ ಪಟ್ಟಿಯು ನೂತನವಾಗಿ ಸಿದ್ಧಪಡಿಸುವ ಕಾರ್ಯವು ಈಗಾಗಲೇ ಪ್ರಾರಂಭವಾಗಿದೆ. ಈ ಹಿಂದಿನ ಮತದಾರರ ಪಟ್ಟಿಯಲ್ಲಿ ಹೆಸರು ಇರುವ ಮತದಾರರು ಸಹ ನಮೂನೆ 19 ರಲ್ಲಿ ಹೊಸದಾಗಿ ಅರ್ಜಿ ಸಲ್ಲಿಸಬೇಕು ಎಂದು ತಿಳಿಸಿದ್ದಾರೆ. <box>8 908 158 993</box>
highlight-1: *ಇದುವರೆಗೂ ಕಲ್ಯಾಣ ಕರ್ನಾಟಕದ ಅಭಿವೃದ್ಧಿಗೆ 13000 ಕೋಟಿ ಅನುದಾನ ನೀಡಿದೆ: ಈ ಹಣ ಕೊಟ್ಟಿದ್ದೂ ಸಿದ್ದರಾಮಯ್ಯ ಅವರ ಸರ್ಕಾರ: ಸಿಎಂ* <box>588 182 758 217</box>
story4-col1-p2: ರಾಜ್ಯದಲ್ಲಿ ಶಾಶ್ವತ ಹಿಂದುಳಿದ ವರ್ಗಗಳ ಆಯೋಗದಿಂದ ನಡೆಯುತ್ತಿರುವ ಸಾಮಾಜಿಕ, ಆರ್ಥಿಕ ಹಾಗೂ ಶೈಕ್ಷಣಿಕ ಸಮೀಕ್ಷೆ ಕಾರ್ಯ ಇಂದು ಪೂರ್ಣಗೊಳ್ಳಬೇಕಾಗಿತ್ತು. ಆದರೆ, ಇನ್ನೂ ಕೆಲವು ಜಿಲ್ಲೆಗಳಲ್ಲಿ ಸಮೀಕ್ಷೆ ಕಾರ್ಯ ಪೂರ್ಣಗೊಂಡಿಲ್ಲ. ಹೀಗಾಗಿ ಸಂಪುಟ ಸಹೋದ್ಯೋಗಿಗಳೊಂದಿಗೆ ಮುಖ್ಯಮಂತ್ರಿ ಚರ್ಚಿಸಿದ ನಂತರ ಮತ್ತೆ 10 ದಿನಗಳ ಕಾಲ ವಿಸ್ತರಣೆ ಮಾಡಲು ನಿರ್ಧರಿಸಲಾಗಿದೆ. <box>482 1201 624 1298</box>
story3-col1-p3: 30 ಮಂದಿ ಮಾತ್ರ ಪಾಲ್ಗೊಳ್ಳಲು ಅವಕಾಶವಿದ್ದು, ಮೊದಲು ನೋಂದಾಯಿಸುವವರಿಗೆ ಆದ್ಯತೆ ನೀಡಲಾಗುತ್ತದೆ. ರೈತ ಮಹಿಳೆಯರು, ಸ್ವಯಂಸಹಾಯ ಗುಂಪು ಸದಸ್ಯರು, <box>482 962 620 1010</box>
story3-bottom-rule <box>480 1072 935 1074</box>
page-number: ಪುಟ-3 <box>892 10 923 24</box>
story5-col1 <box>8 1330 158 1494</box>
story5-col2 <box>166 1330 316 1494</box>
sidebar-rule-2 <box>773 239 928 241</box>
lead-col1-p5: ತಲಾ ಆದಾಯದಲ್ಲಿ ಇಡೀ ದೇಶದಲ್ಲಿ ಕನ್ನಡಿಗರೇ ನಂಬರ್ ಒನ್. ಇದು ನಮ್ಮ ಸರ್ಕಾರದ ಆರ್ಥಿಕ ಸಾಧನೆ. ಜಿಡಿಪಿ ಬೆಳವಣಿಗೆಯಲ್ಲಿ ರಾಜ್ಯ ಇಡೀ ದೇಶದಲ್ಲಿ ನಂಬರ್ ಟು ಇದ್ದೇವೆ. ಈ ವರ್ಷ ನಮ್ಮ ಸರ್ಕಾರದ ಸಾಕ್ಷಾತ್ ಸಾಧನೆ ಎಂದರು. <box>8 398 213 446</box>
lead-col3 <box>402 430 576 545</box>
story3-col3-p2: ಆಸಕ್ತರು ತಮ್ಮ ಹೆಸರು, ಗ್ರಾಮದ ಹೆಸರು ಮತ್ತು ತಿನಿಸಿನ ಶೀರ್ಷಿಕೆಯನ್ನು ಕೆಳಗಿನ ವಿಳಾಸಕ್ಕೆ ಅಥವಾ ದೂರವಾಣಿಯಲ್ಲಿ ನೋಂದಾಯಿಸಬಹುದು. ನೋಂದಾಯಿಸಿಕೊಳ್ಳಲು ಅಕ್ಟೋಬರ್ 13 ಕೊನೆಯ ದಿನ. <box>782 865 932 912</box>
